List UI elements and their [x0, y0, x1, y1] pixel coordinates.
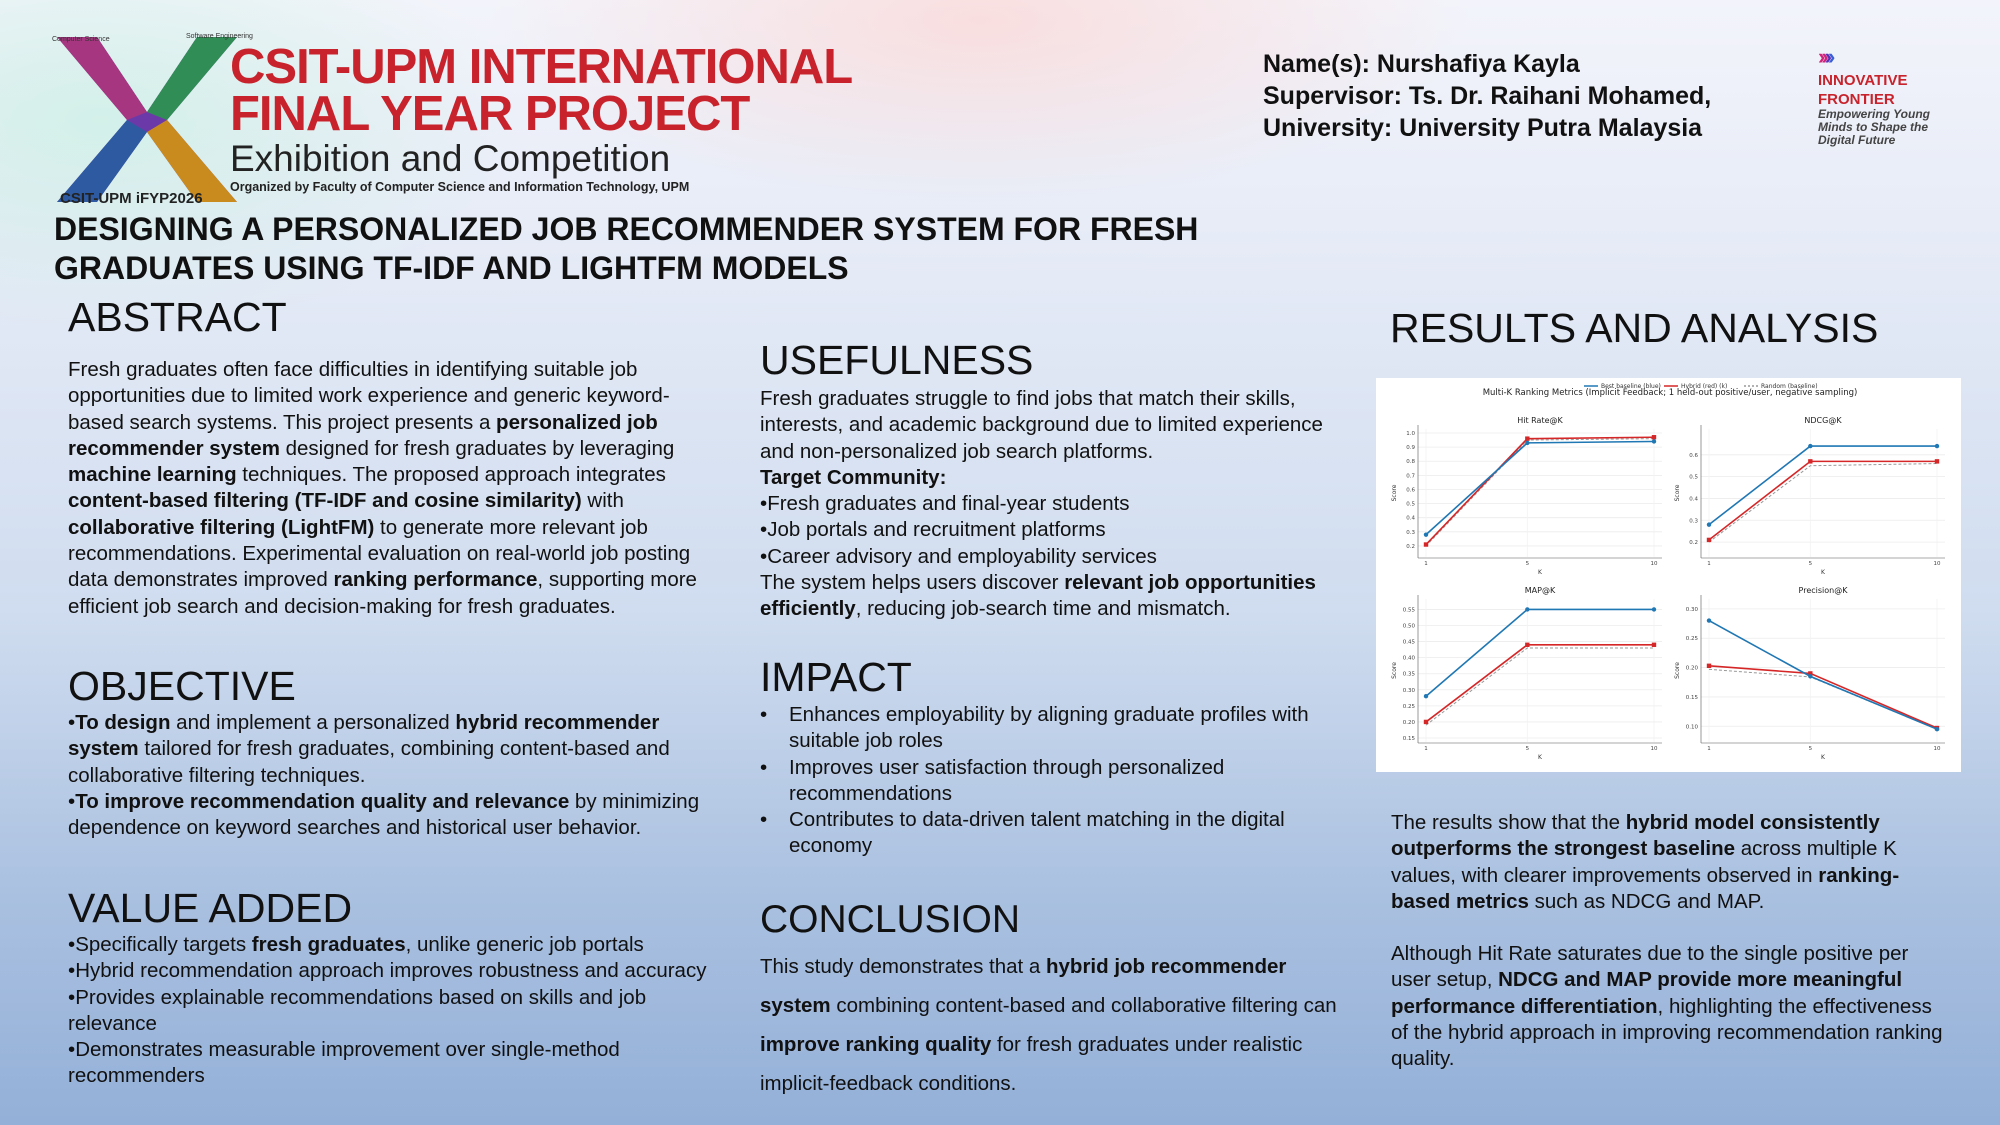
- event-x-logo: [52, 32, 242, 207]
- y-tick-label: 0.15: [1402, 736, 1415, 742]
- logo-tag-right: Software Engineering: [186, 33, 253, 40]
- chevrons-icon: ››››: [1818, 44, 1832, 69]
- x-tick-label: 1: [1424, 561, 1428, 567]
- usefulness-closing: The system helps users discover relevant job opportunities efficiently, reducing job-search time and mismatch.: [760, 571, 1316, 621]
- y-tick-label: 0.40: [1402, 655, 1415, 662]
- abstract-heading: ABSTRACT: [68, 294, 287, 340]
- event-title-line1: CSIT-UPM INTERNATIONAL: [230, 40, 853, 94]
- y-tick-label: 0.6: [1406, 487, 1415, 494]
- list-item: •Provides explainable recommendations based on skills and job relevance: [68, 985, 647, 1035]
- x-axis-label: K: [1538, 754, 1542, 761]
- subplot-title: Hit Rate@K: [1517, 416, 1563, 425]
- x-tick-label: 1: [1707, 746, 1711, 752]
- series-line-baseline: [1426, 609, 1654, 696]
- target-community-label: Target Community:: [760, 465, 947, 489]
- series-line-random: [1709, 464, 1937, 543]
- results-text: [1391, 810, 1946, 1073]
- chart-title: Multi-K Ranking Metrics (Implicit Feedback; 1 held-out positive/user, negative sampling): [1482, 388, 1858, 398]
- list-item: •Hybrid recommendation approach improves robustness and accuracy: [68, 959, 707, 983]
- y-tick-label: 0.50: [1402, 623, 1415, 630]
- theme-tagline-3: Digital Future: [1818, 133, 1896, 147]
- impact-list: [760, 702, 1360, 860]
- data-point-hybrid: [1652, 435, 1656, 439]
- x-tick-label: 1: [1707, 561, 1711, 567]
- data-point-baseline: [1935, 444, 1939, 448]
- paper-title-line1: DESIGNING A PERSONALIZED JOB RECOMMENDER SYSTEM FOR FRESH: [54, 211, 1199, 247]
- legend-label: Best baseline (blue): [1601, 383, 1661, 390]
- y-tick-label: 0.5: [1406, 501, 1415, 508]
- y-tick-label: 0.3: [1406, 529, 1415, 536]
- y-tick-label: 0.2: [1689, 540, 1698, 547]
- series-line-hybrid: [1709, 461, 1937, 540]
- value-added-heading: VALUE ADDED: [68, 885, 353, 931]
- y-tick-label: 0.6: [1689, 452, 1698, 459]
- usefulness-intro: Fresh graduates struggle to find jobs that match their skills, interests, and academic background due to limited experience and non-personalized job search platforms.: [760, 387, 1323, 463]
- data-point-baseline: [1424, 694, 1428, 698]
- data-point-baseline: [1652, 607, 1656, 611]
- objective-list: [68, 710, 708, 841]
- series-line-baseline: [1426, 441, 1654, 534]
- subplot-title: NDCG@K: [1804, 416, 1842, 425]
- supervisor-name: Supervisor: Ts. Dr. Raihani Mohamed,: [1263, 82, 1712, 110]
- data-point-baseline: [1652, 439, 1656, 443]
- abstract-text: Fresh graduates often face difficulties in identifying suitable job opportunities due to limited work experience and generic keyword-based search systems. This project presents a personalized job recommender system designed for fresh graduates by leveraging machine learning techniques. The proposed approach integrates content-based filtering (TF-IDF and cosine similarity) with collaborative filtering (LightFM) to generate more relevant job recommendations. Experimental evaluation on real-world job posting data demonstrates improved ranking performance, supporting more efficient job search and decision-making for fresh graduates.: [68, 358, 697, 618]
- x-axis-label: K: [1538, 569, 1542, 576]
- y-tick-label: 0.3: [1689, 518, 1698, 525]
- y-tick-label: 0.5: [1689, 474, 1698, 481]
- data-point-hybrid: [1424, 720, 1428, 724]
- x-tick-label: 1: [1424, 746, 1428, 752]
- results-chart: [1376, 378, 1961, 772]
- y-tick-label: 0.30: [1685, 606, 1698, 613]
- theme-logo: [1818, 44, 1958, 147]
- theme-tagline-1: Empowering Young: [1818, 107, 1931, 121]
- legend-label: Hybrid (red) (k): [1681, 383, 1728, 390]
- x-tick-label: 5: [1808, 561, 1813, 567]
- data-point-hybrid: [1525, 643, 1529, 647]
- data-point-baseline: [1707, 522, 1711, 526]
- y-tick-label: 0.55: [1402, 607, 1415, 614]
- list-item: •To improve recommendation quality and relevance by minimizing dependence on keyword searches and historical user behavior.: [68, 789, 700, 840]
- list-item: •Career advisory and employability services: [760, 544, 1157, 568]
- y-axis-label: Score: [1391, 484, 1398, 502]
- usefulness-text: [760, 386, 1360, 623]
- data-point-hybrid: [1707, 664, 1711, 668]
- list-item: •Fresh graduates and final-year students: [760, 492, 1130, 516]
- data-point-baseline: [1808, 444, 1812, 448]
- y-axis-label: Score: [1674, 484, 1681, 502]
- list-item: •To design and implement a personalized hybrid recommender system tailored for fresh graduates, combining content-based and collaborative filtering techniques.: [68, 711, 670, 787]
- data-point-baseline: [1707, 618, 1711, 622]
- y-tick-label: 0.4: [1689, 496, 1698, 503]
- data-point-baseline: [1424, 532, 1428, 536]
- x-tick-label: 10: [1933, 746, 1941, 752]
- y-tick-label: 0.25: [1685, 636, 1698, 643]
- series-line-random: [1426, 439, 1654, 546]
- x-tick-label: 5: [1525, 746, 1530, 752]
- author-block: [1263, 48, 1711, 144]
- x-tick-label: 5: [1808, 746, 1813, 752]
- paper-title: [54, 210, 1354, 288]
- y-tick-label: 0.4: [1406, 515, 1415, 522]
- usefulness-heading: USEFULNESS: [760, 337, 1034, 383]
- x-tick-label: 5: [1525, 561, 1530, 567]
- y-tick-label: 0.45: [1402, 639, 1415, 646]
- list-item: • Enhances employability by aligning graduate profiles with suitable job roles: [760, 703, 1309, 753]
- y-axis-label: Score: [1391, 662, 1398, 679]
- event-subtitle: Exhibition and Competition: [230, 138, 671, 179]
- data-point-hybrid: [1424, 542, 1428, 546]
- theme-tagline-2: Minds to Shape the: [1818, 120, 1929, 134]
- theme-title-1: INNOVATIVE: [1818, 72, 1908, 89]
- y-tick-label: 0.9: [1406, 445, 1415, 452]
- data-point-baseline: [1525, 441, 1529, 445]
- list-item: •Demonstrates measurable improvement over single-method recommenders: [68, 1038, 620, 1088]
- data-point-hybrid: [1808, 459, 1812, 463]
- event-organizer: Organized by Faculty of Computer Science and Information Technology, UPM: [230, 180, 690, 194]
- data-point-baseline: [1808, 674, 1812, 678]
- conclusion-text: This study demonstrates that a hybrid job recommender system combining content-based and collaborative filtering can improve ranking quality for fresh graduates under realistic implicit-feedback conditions.: [760, 955, 1337, 1095]
- series-line-hybrid: [1426, 437, 1654, 544]
- y-tick-label: 0.2: [1406, 543, 1415, 550]
- y-tick-label: 0.30: [1402, 687, 1415, 694]
- data-point-baseline: [1935, 727, 1939, 731]
- y-tick-label: 1.0: [1406, 431, 1415, 437]
- series-line-random: [1426, 648, 1654, 725]
- x-axis-label: K: [1821, 569, 1825, 576]
- results-paragraph-2: Although Hit Rate saturates due to the single positive per user setup, NDCG and MAP provide more meaningful performance differentiation, highlighting the effectiveness of the hybrid approach in improving recommendation ranking quality.: [1391, 942, 1943, 1071]
- data-point-hybrid: [1525, 436, 1529, 440]
- author-name: Name(s): Nurshafiya Kayla: [1263, 50, 1580, 78]
- y-tick-label: 0.8: [1406, 459, 1415, 466]
- y-axis-label: Score: [1674, 662, 1681, 679]
- conclusion-heading: CONCLUSION: [760, 898, 1021, 941]
- objective-heading: OBJECTIVE: [68, 663, 296, 709]
- x-tick-label: 10: [1650, 561, 1658, 567]
- series-line-hybrid: [1426, 645, 1654, 722]
- y-tick-label: 0.20: [1685, 665, 1698, 672]
- results-heading: RESULTS AND ANALYSIS: [1390, 305, 1879, 351]
- x-tick-label: 10: [1650, 746, 1658, 752]
- x-axis-label: K: [1821, 754, 1825, 761]
- paragraph-spacer: [1391, 915, 1946, 941]
- subplot-title: Precision@K: [1798, 586, 1848, 595]
- y-tick-label: 0.15: [1685, 694, 1698, 701]
- logo-tag-left: Computer Science: [52, 36, 110, 43]
- data-point-hybrid: [1935, 459, 1939, 463]
- list-item: • Contributes to data-driven talent matching in the digital economy: [760, 808, 1285, 858]
- subplot-title: MAP@K: [1524, 586, 1556, 595]
- impact-heading: IMPACT: [760, 654, 912, 700]
- university-name: University: University Putra Malaysia: [1263, 114, 1703, 142]
- y-tick-label: 0.35: [1402, 671, 1415, 678]
- event-title-line2: FINAL YEAR PROJECT: [230, 87, 750, 141]
- list-item: •Job portals and recruitment platforms: [760, 518, 1106, 542]
- theme-title-2: FRONTIER: [1818, 91, 1895, 108]
- multi-k-metrics-chart: [1376, 378, 1961, 772]
- results-paragraph-1: The results show that the hybrid model consistently outperforms the strongest baseline across multiple K values, with clearer improvements observed in ranking-based metrics such as NDCG and MAP.: [1391, 811, 1900, 913]
- paper-title-line2: GRADUATES USING TF-IDF AND LIGHTFM MODELS: [54, 250, 849, 286]
- value-added-list: [68, 932, 708, 1090]
- y-tick-label: 0.25: [1402, 703, 1415, 710]
- list-item: • Improves user satisfaction through personalized recommendations: [760, 755, 1225, 805]
- y-tick-label: 0.20: [1402, 719, 1415, 726]
- data-point-baseline: [1525, 607, 1529, 611]
- y-tick-label: 0.10: [1685, 724, 1698, 731]
- x-tick-label: 10: [1933, 561, 1941, 567]
- data-point-hybrid: [1652, 643, 1656, 647]
- list-item: •Specifically targets fresh graduates, unlike generic job portals: [68, 933, 644, 956]
- event-badge: CSIT-UPM iFYP2026: [60, 190, 203, 207]
- data-point-hybrid: [1707, 538, 1711, 542]
- legend-label: Random (baseline): [1761, 383, 1818, 390]
- y-tick-label: 0.7: [1406, 473, 1415, 480]
